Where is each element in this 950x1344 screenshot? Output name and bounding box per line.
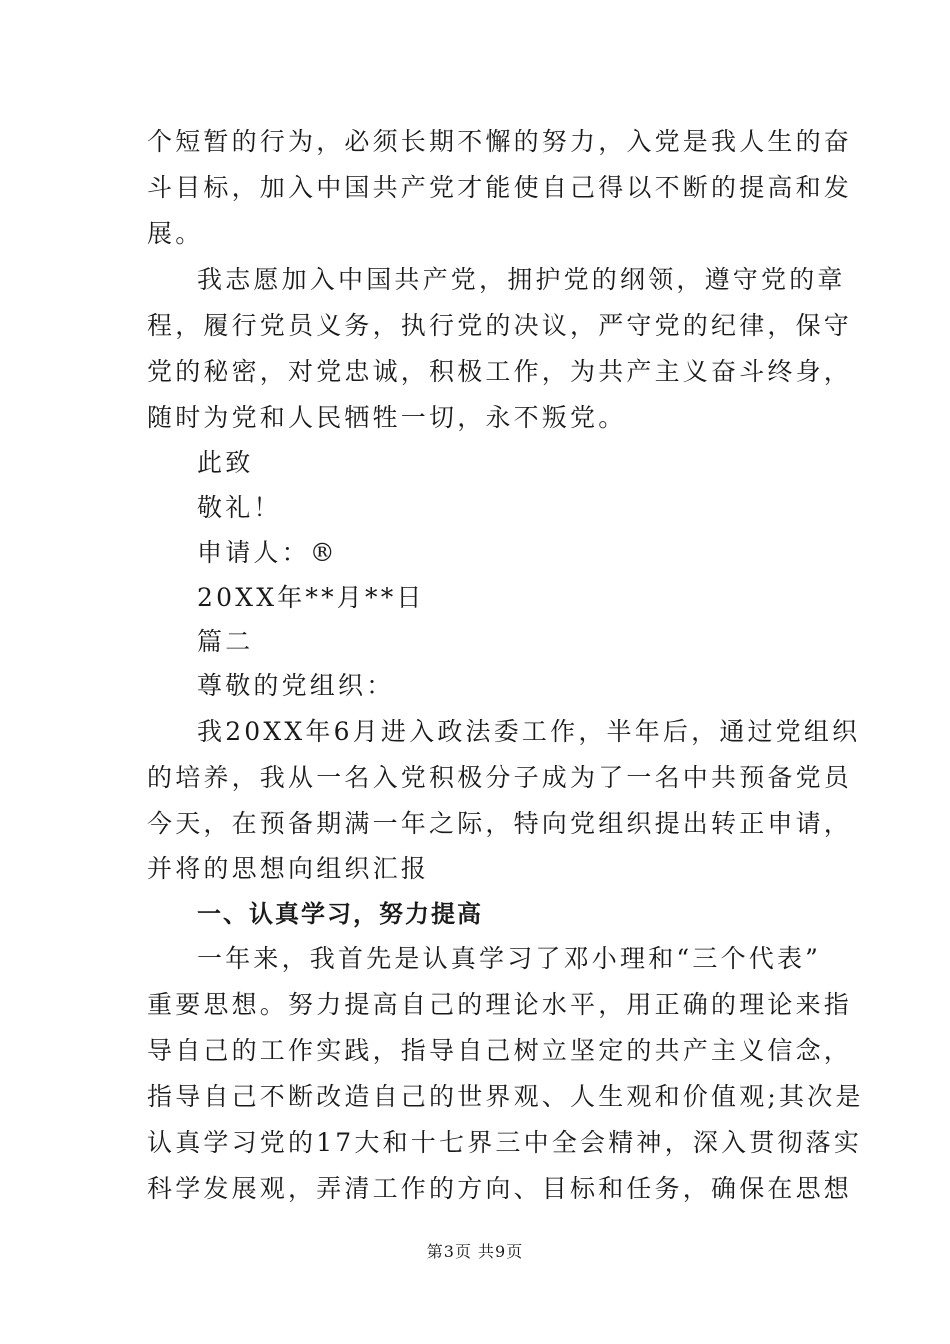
section-heading: 一、认真学习，努力提高 xyxy=(197,900,483,928)
applicant-line: 申请人：® xyxy=(197,538,339,567)
text-line: 今天，在预备期满一年之际，特向党组织提出转正申请， xyxy=(147,809,853,838)
text-line: 斗目标，加入中国共产党才能使自己得以不断的提高和发 xyxy=(147,173,853,202)
page-number-footer: 第3页 共9页 xyxy=(426,1242,524,1261)
paragraph-start-line: 我20XX年6月进入政法委工作，半年后，通过党组织 xyxy=(197,717,861,746)
date-line: 20XX年**月**日 xyxy=(197,583,425,612)
text-line: 重要思想。努力提高自己的理论水平，用正确的理论来指 xyxy=(147,990,853,1019)
closing-regards: 敬礼！ xyxy=(197,493,282,522)
text-line: 的培养，我从一名入党积极分子成为了一名中共预备党员 xyxy=(147,763,853,792)
text-line: 个短暂的行为，必须长期不懈的努力，入党是我人生的奋 xyxy=(147,127,853,156)
greeting-line: 尊敬的党组织： xyxy=(197,671,395,700)
text-line: 程，履行党员义务，执行党的决议，严守党的纪律，保守 xyxy=(147,311,853,340)
text-line: 随时为党和人民牺牲一切，永不叛党。 xyxy=(147,403,627,432)
text-line: 认真学习党的17大和十七界三中全会精神，深入贯彻落实 xyxy=(147,1128,863,1157)
paragraph-start-line: 我志愿加入中国共产党，拥护党的纲领，遵守党的章 xyxy=(197,265,846,294)
text-line: 并将的思想向组织汇报 xyxy=(147,854,430,883)
text-line: 指导自己不断改造自己的世界观、人生观和价值观;其次是 xyxy=(147,1082,864,1111)
text-line: 科学发展观，弄清工作的方向、目标和任务，确保在思想 xyxy=(147,1174,853,1203)
paragraph-start-line: 一年来，我首先是认真学习了邓小理和“三个代表” xyxy=(197,944,822,973)
section-label: 篇二 xyxy=(197,627,254,656)
closing-salutation: 此致 xyxy=(197,448,254,477)
text-line: 展。 xyxy=(147,219,204,248)
text-line: 党的秘密，对党忠诚，积极工作，为共产主义奋斗终身， xyxy=(147,357,853,386)
text-line: 导自己的工作实践，指导自己树立坚定的共产主义信念， xyxy=(147,1036,853,1065)
